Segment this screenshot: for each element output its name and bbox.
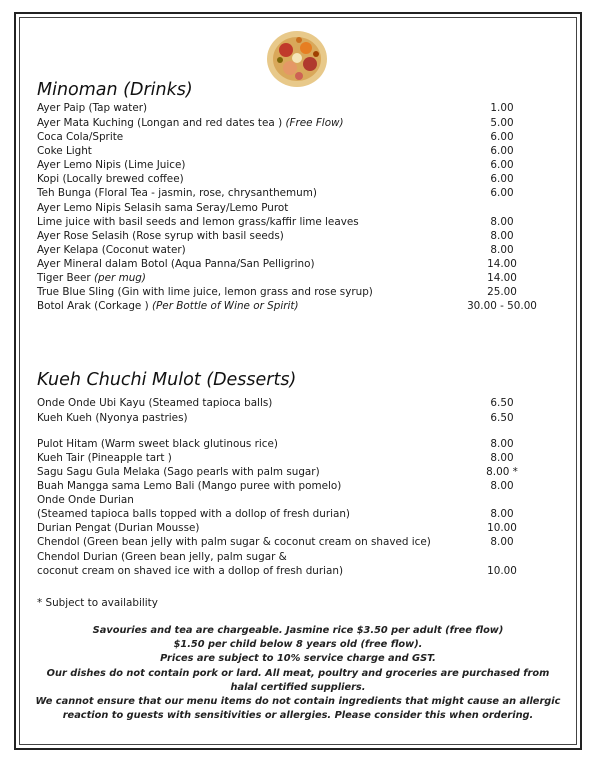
- dessert-item-name: [37, 507, 350, 521]
- dessert-item-name-text: Chendol Durian (Green bean jelly, palm sugar &: [37, 551, 287, 563]
- dessert-menu-item: [37, 411, 557, 425]
- dessert-item-price: 8.00 *: [486, 466, 518, 478]
- dessert-menu-item: [37, 521, 557, 535]
- footer-line: Prices are subject to 10% service charge and GST.: [160, 653, 436, 665]
- dessert-menu-item: [37, 465, 557, 479]
- dessert-item-name-text: Kueh Kueh (Nyonya pastries): [37, 412, 188, 424]
- ornament-logo-icon: [266, 30, 328, 88]
- dessert-item-price: 8.00: [490, 536, 514, 548]
- drink-item-price: 8.00: [490, 244, 514, 256]
- drink-item-name-text: Ayer Kelapa (Coconut water): [37, 244, 186, 256]
- drink-item-price: 8.00: [490, 216, 514, 228]
- dessert-item-name: [37, 535, 431, 549]
- dessert-item-name: [37, 550, 287, 564]
- drink-item-price: 6.00: [490, 187, 514, 199]
- dessert-item-name-text: Chendol (Green bean jelly with palm sugar & coconut cream on shaved ice): [37, 536, 431, 548]
- drink-menu-item: [37, 229, 557, 243]
- drink-item-name: [37, 299, 299, 313]
- dessert-item-name: [37, 396, 272, 410]
- footer-line: reaction to guests with sensitivities or allergies. Please consider this when ordering.: [62, 710, 534, 722]
- drink-menu-item: [37, 201, 557, 215]
- drink-menu-item: [37, 299, 557, 313]
- dessert-item-price: 8.00: [490, 452, 514, 464]
- footer-line: Our dishes do not contain pork or lard. All meat, poultry and groceries are purchased from: [46, 667, 550, 679]
- drink-item-name: [37, 271, 146, 285]
- dessert-item-price: 8.00: [490, 438, 514, 450]
- drink-menu-item: [37, 130, 557, 144]
- dessert-item-name-text: Onde Onde Durian: [37, 494, 134, 506]
- dessert-item-name-text: (Steamed tapioca balls topped with a dollop of fresh durian): [37, 508, 350, 520]
- drink-item-name: [37, 285, 373, 299]
- drink-item-price: 6.00: [490, 159, 514, 171]
- drink-item-name-text: Tiger Beer: [37, 272, 91, 284]
- dessert-menu-item: [37, 550, 557, 564]
- drink-item-price: 30.00 - 50.00: [467, 300, 537, 312]
- drink-item-name-text: Botol Arak (Corkage ): [37, 300, 149, 312]
- drink-item-name-text: Ayer Lemo Nipis Selasih sama Seray/Lemo Purot: [37, 202, 289, 214]
- dessert-item-price: 6.50: [490, 412, 514, 424]
- dessert-item-name-text: coconut cream on shaved ice with a dollop of fresh durian): [37, 565, 344, 577]
- desserts-section-title: Kueh Chuchi Mulot (Desserts): [37, 370, 297, 390]
- drink-item-name: [37, 229, 284, 243]
- drinks-section-title: Minoman (Drinks): [37, 80, 193, 100]
- drink-item-price: 25.00: [487, 286, 517, 298]
- dessert-item-price: 6.50: [490, 397, 514, 409]
- drink-item-name: [37, 116, 344, 130]
- drink-item-name: [37, 172, 184, 186]
- dessert-item-name: [37, 493, 134, 507]
- dessert-menu-item: [37, 493, 557, 507]
- drink-menu-item: [37, 144, 557, 158]
- dessert-item-name: [37, 465, 320, 479]
- drink-item-price: 8.00: [490, 230, 514, 242]
- dessert-item-name-text: Kueh Tair (Pineapple tart ): [37, 452, 172, 464]
- dessert-item-name-text: Durian Pengat (Durian Mousse): [37, 522, 200, 534]
- drink-item-name-text: Ayer Paip (Tap water): [37, 102, 148, 114]
- dessert-menu-item: [37, 437, 557, 451]
- drink-menu-item: [37, 271, 557, 285]
- dessert-item-name: [37, 451, 172, 465]
- drink-item-note: (Free Flow): [285, 117, 344, 129]
- dessert-menu-item: [37, 479, 557, 493]
- drink-item-name-text: Teh Bunga (Floral Tea - jasmin, rose, chrysanthemum): [37, 187, 317, 199]
- dessert-menu-item: [37, 451, 557, 465]
- dessert-item-name: [37, 437, 278, 451]
- dessert-item-price: 8.00: [490, 480, 514, 492]
- drink-menu-item: [37, 285, 557, 299]
- drink-item-name: [37, 186, 317, 200]
- drink-item-note: (per mug): [93, 272, 146, 284]
- drink-item-name: [37, 257, 315, 271]
- dessert-menu-item: [37, 564, 557, 578]
- drink-menu-item: [37, 186, 557, 200]
- drink-item-name-text: Ayer Lemo Nipis (Lime Juice): [37, 159, 186, 171]
- dessert-item-name-text: Buah Mangga sama Lemo Bali (Mango puree with pomelo): [37, 480, 342, 492]
- drink-item-price: 14.00: [487, 258, 517, 270]
- dessert-item-price: 10.00: [487, 565, 517, 577]
- drink-item-name-text: Ayer Rose Selasih (Rose syrup with basil seeds): [37, 230, 284, 242]
- menu-footer-notes: [28, 624, 568, 723]
- dessert-menu-item: [37, 396, 557, 410]
- footer-line: halal certified suppliers.: [230, 681, 366, 693]
- drink-menu-item: [37, 172, 557, 186]
- dessert-item-name: [37, 564, 343, 578]
- footer-line: $1.50 per child below 8 years old (free flow).: [173, 639, 423, 651]
- drink-item-name-text: Kopi (Locally brewed coffee): [37, 173, 184, 185]
- drink-item-name-text: Coca Cola/Sprite: [37, 131, 124, 143]
- drink-item-name: [37, 201, 288, 215]
- drink-item-price: 6.00: [490, 145, 514, 157]
- dessert-item-name-text: Sagu Sagu Gula Melaka (Sago pearls with palm sugar): [37, 466, 320, 478]
- drink-item-name-text: Lime juice with basil seeds and lemon grass/kaffir lime leaves: [37, 216, 359, 228]
- drink-menu-item: [37, 215, 557, 229]
- drink-item-price: 6.00: [490, 131, 514, 143]
- dessert-item-name: [37, 479, 341, 493]
- drink-menu-item: [37, 243, 557, 257]
- drink-item-name: [37, 158, 185, 172]
- drink-item-name-text: Coke Light: [37, 145, 92, 157]
- dessert-item-name: [37, 521, 199, 535]
- drink-item-name-text: Ayer Mineral dalam Botol (Aqua Panna/San Pelligrino): [37, 258, 315, 270]
- drink-menu-item: [37, 257, 557, 271]
- drink-item-name: [37, 215, 359, 229]
- drink-item-name: [37, 144, 92, 158]
- drink-item-price: 1.00: [490, 102, 514, 114]
- dessert-item-name-text: Onde Onde Ubi Kayu (Steamed tapioca balls): [37, 397, 273, 409]
- dessert-item-name: [37, 411, 188, 425]
- drink-item-price: 5.00: [490, 117, 514, 129]
- dessert-item-price: 10.00: [487, 522, 517, 534]
- drink-item-name-text: True Blue Sling (Gin with lime juice, lemon grass and rose syrup): [37, 286, 373, 298]
- drink-item-note: (Per Bottle of Wine or Spirit): [151, 300, 299, 312]
- drink-item-name: [37, 243, 186, 257]
- drink-item-name: [37, 101, 147, 115]
- dessert-menu-item: [37, 535, 557, 549]
- drink-menu-item: [37, 101, 557, 115]
- drink-item-price: 14.00: [487, 272, 517, 284]
- drink-menu-item: [37, 116, 557, 130]
- drink-item-name-text: Ayer Mata Kuching (Longan and red dates tea ): [37, 117, 283, 129]
- dessert-menu-item: [37, 507, 557, 521]
- dessert-item-price: 8.00: [490, 508, 514, 520]
- dessert-item-name-text: Pulot Hitam (Warm sweet black glutinous rice): [37, 438, 278, 450]
- drink-item-price: 6.00: [490, 173, 514, 185]
- footer-line: Savouries and tea are chargeable. Jasmine rice $3.50 per adult (free flow): [92, 625, 504, 636]
- drink-item-name: [37, 130, 123, 144]
- drink-menu-item: [37, 158, 557, 172]
- availability-footnote: * Subject to availability: [37, 597, 158, 609]
- footer-line: We cannot ensure that our menu items do not contain ingredients that might cause an allergic: [35, 696, 561, 708]
